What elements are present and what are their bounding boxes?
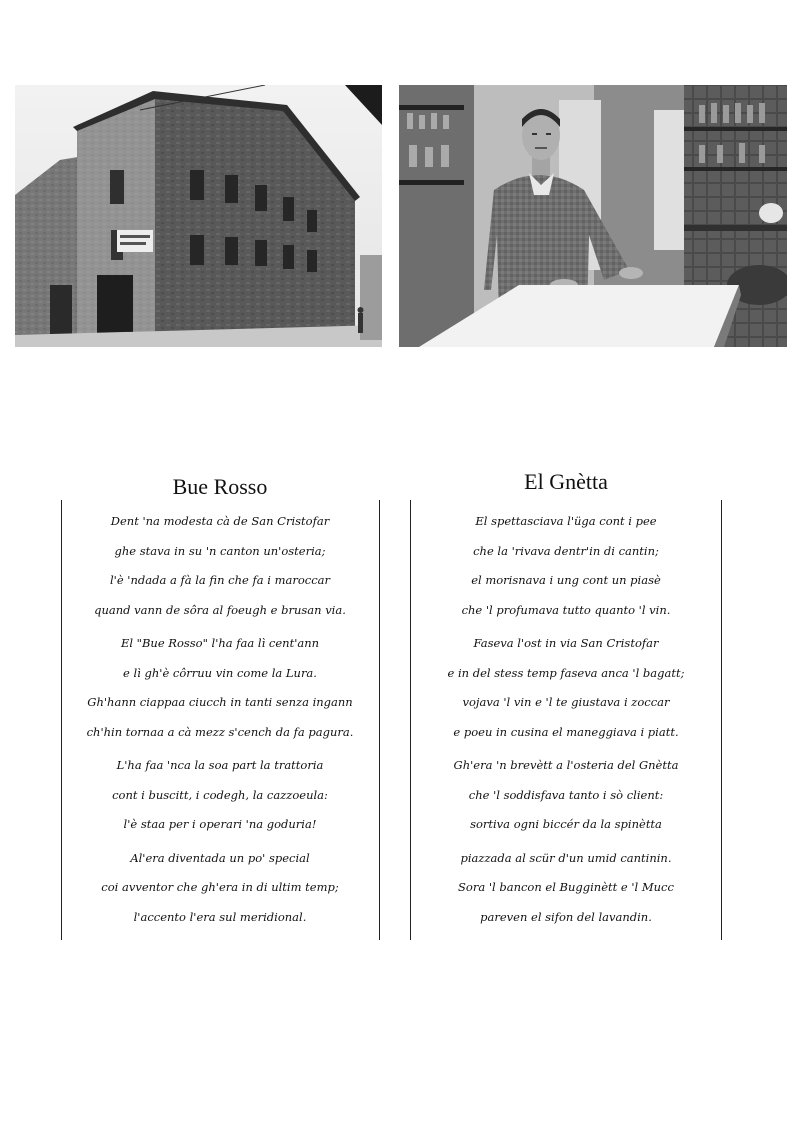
- poem-line: e in del stess temp faseva anca 'l bagatt;: [447, 665, 685, 680]
- poem-line: l'accento l'era sul meridional.: [133, 909, 307, 924]
- poem-stanza: [62, 844, 378, 933]
- poem-line: quand vann de sôra al foeugh e brusan via.: [94, 602, 346, 617]
- poem-line: pareven el sifon del lavandin.: [480, 909, 652, 924]
- poem-line: che 'l profumava tutto quanto 'l vin.: [461, 602, 671, 617]
- column-divider-left-inner: [379, 500, 380, 940]
- poem-line: piazzada al scür d'un umid cantinin.: [460, 850, 672, 865]
- poem-stanza: [62, 507, 378, 625]
- poem-line: Gh'hann ciappaa ciucch in tanti senza ingann: [87, 695, 353, 709]
- poem-line: che la 'rivava dentr'in di cantin;: [473, 543, 659, 558]
- poem-line: vojava 'l vin e 'l te giustava i zoccar: [462, 695, 670, 709]
- poem-line: Sora 'l bancon el Bugginètt e 'l Mucc: [458, 880, 674, 894]
- poem-line: e lì gh'è côrruu vin come la Lura.: [123, 665, 317, 680]
- building-photo: [15, 85, 382, 347]
- poem-bue-rosso: [62, 507, 378, 932]
- poem-line: l'è staa per i operari 'na goduria!: [123, 817, 317, 831]
- poem-line: cont i buscitt, i codegh, la cazzoeula:: [112, 787, 328, 802]
- poem-line: sortiva ogni biccér da la spinètta: [470, 817, 662, 831]
- poem-stanza: [408, 507, 724, 625]
- poem-title-bue-rosso: Bue Rosso: [172, 474, 268, 499]
- poem-stanza: [62, 751, 378, 840]
- poem-line: ch'hin tornaa a cà mezz s'cench da fa pagura.: [86, 724, 354, 739]
- poem-stanza: [408, 629, 724, 747]
- poem-line: Dent 'na modesta cà de San Cristofar: [110, 514, 330, 528]
- poem-line: coi avventor che gh'era in di ultim temp;: [101, 880, 339, 894]
- poem-line: e poeu in cusina el maneggiava i piatt.: [453, 724, 679, 739]
- poem-line: El spettasciava l'üga cont i pee: [475, 514, 657, 528]
- poem-title-el-gnetta: El Gnètta: [524, 469, 608, 494]
- poem-line: ghe stava in su 'n canton un'osteria;: [114, 543, 326, 558]
- poem-stanza: [408, 844, 724, 933]
- poem-line: L'ha faa 'nca la soa part la trattoria: [116, 758, 324, 772]
- poem-line: Faseva l'ost in via San Cristofar: [473, 636, 659, 650]
- poem-line: Gh'era 'n brevètt a l'osteria del Gnètta: [453, 758, 679, 772]
- poem-line: Al'era diventada un po' special: [130, 850, 310, 865]
- poem-stanza: [408, 751, 724, 840]
- poem-line: che 'l soddisfava tanto i sò client:: [468, 787, 664, 802]
- poem-line: El "Bue Rosso" l'ha faa lì cent'ann: [120, 636, 320, 650]
- poem-stanza: [62, 629, 378, 747]
- poem-el-gnetta: [408, 507, 724, 932]
- poem-line: el morisnava i ung cont un piasè: [471, 573, 661, 587]
- poem-line: l'è 'ndada a fà la fin che fa i maroccar: [110, 573, 330, 587]
- barman-photo: [399, 85, 787, 347]
